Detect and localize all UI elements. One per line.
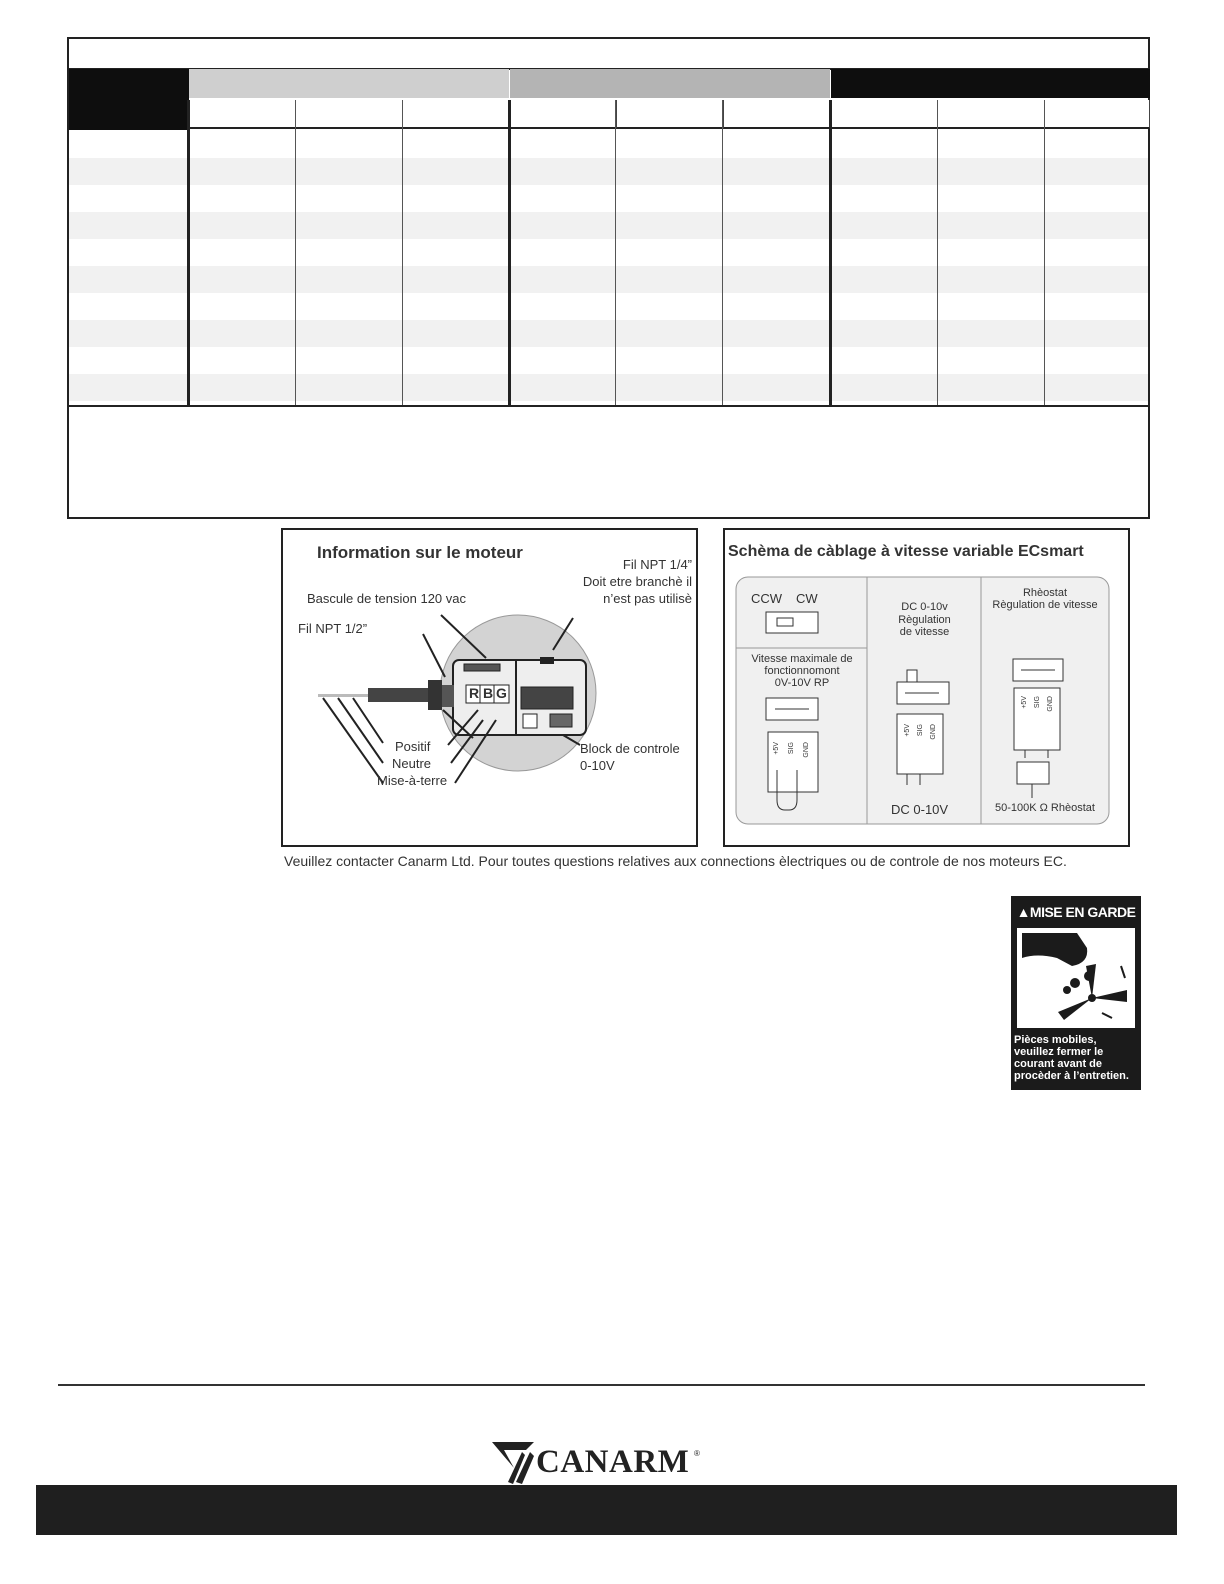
- table-subheader: [510, 100, 617, 129]
- table-row: [69, 293, 1148, 320]
- table-row: [69, 239, 1148, 266]
- table-row: [69, 347, 1148, 374]
- pin-sig: SIG: [788, 742, 795, 755]
- moving-parts-icon: [1017, 928, 1135, 1028]
- footer-rule: [58, 1384, 1145, 1386]
- table-divider: [937, 100, 938, 407]
- table-row: [69, 185, 1148, 212]
- motor-info-title: Information sur le moteur: [317, 543, 523, 562]
- npt-half-label: Fil NPT 1/2”: [298, 621, 368, 636]
- table-divider: [295, 100, 296, 407]
- table-row: [69, 158, 1148, 185]
- table-row: [69, 266, 1148, 293]
- control-block-label: Block de controle: [580, 741, 680, 756]
- table-divider: [722, 100, 723, 407]
- pin-gnd: GND: [803, 742, 810, 758]
- canarm-logo-text: CANARM: [536, 1444, 690, 1480]
- table-subheader: [938, 100, 1045, 129]
- table-subheader: [296, 100, 403, 129]
- table-group-header-1: [189, 69, 509, 98]
- positive-label: Positif: [395, 739, 431, 754]
- rheostat-control-label: Règulation de vitesse: [992, 599, 1098, 611]
- max-speed-range: 0V-10V RP: [774, 677, 830, 689]
- table-corner-header: [69, 69, 189, 130]
- table-subheader: [189, 100, 296, 129]
- voltage-switch: [464, 664, 500, 671]
- table-bottom-rule: [69, 405, 1148, 407]
- table-group-header-3: [831, 69, 1150, 98]
- table-subheader: [724, 100, 831, 129]
- pin-sig: SIG: [1034, 696, 1041, 709]
- registered-mark: ®: [694, 1449, 700, 1458]
- npt-quarter-label: Fil NPT 1/4”: [622, 557, 692, 572]
- ground-label: Mise-à-terre: [377, 773, 448, 788]
- neutral-label: Neutre: [392, 756, 432, 771]
- table-divider: [829, 100, 832, 407]
- table-row: [69, 212, 1148, 239]
- footer-bar: [36, 1485, 1177, 1535]
- voltage-switch-label: Bascule de tension 120 vac: [307, 591, 466, 606]
- dc-control-label: de vitesse: [899, 626, 950, 638]
- table-group-header-2: [510, 69, 830, 98]
- warning-icon: ▲: [1016, 904, 1030, 920]
- table-subheader: [831, 100, 938, 129]
- motor-info-panel: [281, 528, 698, 847]
- pin-5v: +5V: [1021, 696, 1028, 709]
- rheostat: [1017, 762, 1049, 784]
- table-subheader: [403, 100, 510, 129]
- table-row: [69, 320, 1148, 347]
- pin-gnd: GND: [1047, 696, 1054, 712]
- canarm-logo-icon: [490, 1438, 536, 1486]
- control-block-voltage: 0-10V: [580, 758, 615, 773]
- pin-5v: +5V: [904, 724, 911, 737]
- dc-control-label: Règulation: [898, 614, 951, 626]
- spec-table: [67, 37, 1150, 519]
- table-subheader: [617, 100, 724, 129]
- terminal-r: R: [469, 685, 480, 701]
- table-divider: [1044, 100, 1045, 407]
- rheostat-control-label: Rhèostat: [1022, 587, 1068, 599]
- table-divider: [402, 100, 403, 407]
- ccw-label: CCW: [751, 591, 783, 606]
- warning-sticker: [1011, 896, 1141, 1090]
- terminal-g: G: [496, 685, 507, 701]
- rheostat-bottom-label: 50-100K Ω Rhèostat: [995, 802, 1095, 814]
- table-divider: [187, 100, 190, 407]
- control-block: [521, 687, 573, 709]
- cw-label: CW: [796, 591, 818, 606]
- terminal-b: B: [483, 685, 494, 701]
- wiring-title: Schèma de càblage à vitesse variable ECsmart: [728, 543, 1084, 560]
- warning-text: Pièces mobiles, veuillez fermer le courant avant de procèder à l’entretien.: [1014, 1034, 1129, 1082]
- max-speed-label: Vitesse maximale de: [751, 653, 853, 665]
- pin-gnd: GND: [930, 724, 937, 740]
- npt-quarter-note: n’est pas utilisè: [603, 591, 692, 606]
- warning-title: ▲MISE EN GARDE: [1016, 904, 1136, 920]
- max-speed-label: fonctionnomont: [764, 665, 840, 677]
- npt-quarter-port: [540, 657, 554, 664]
- dc-control-label: DC 0-10v: [901, 601, 948, 613]
- table-subheader: [1045, 100, 1150, 129]
- pin-sig: SIG: [917, 724, 924, 737]
- dc-bottom-label: DC 0-10V: [891, 802, 949, 817]
- wiring-panel: [723, 528, 1130, 847]
- table-row: [69, 131, 1148, 158]
- contact-note: Veuillez contacter Canarm Ltd. Pour toutes questions relatives aux connections èlectriques ou de controle de nos moteurs EC.: [284, 853, 1067, 869]
- table-divider: [508, 100, 511, 407]
- table-row: [69, 374, 1148, 401]
- npt-quarter-note: Doit etre branchè il: [582, 574, 692, 589]
- table-divider: [615, 100, 616, 407]
- pin-5v: +5V: [773, 742, 780, 755]
